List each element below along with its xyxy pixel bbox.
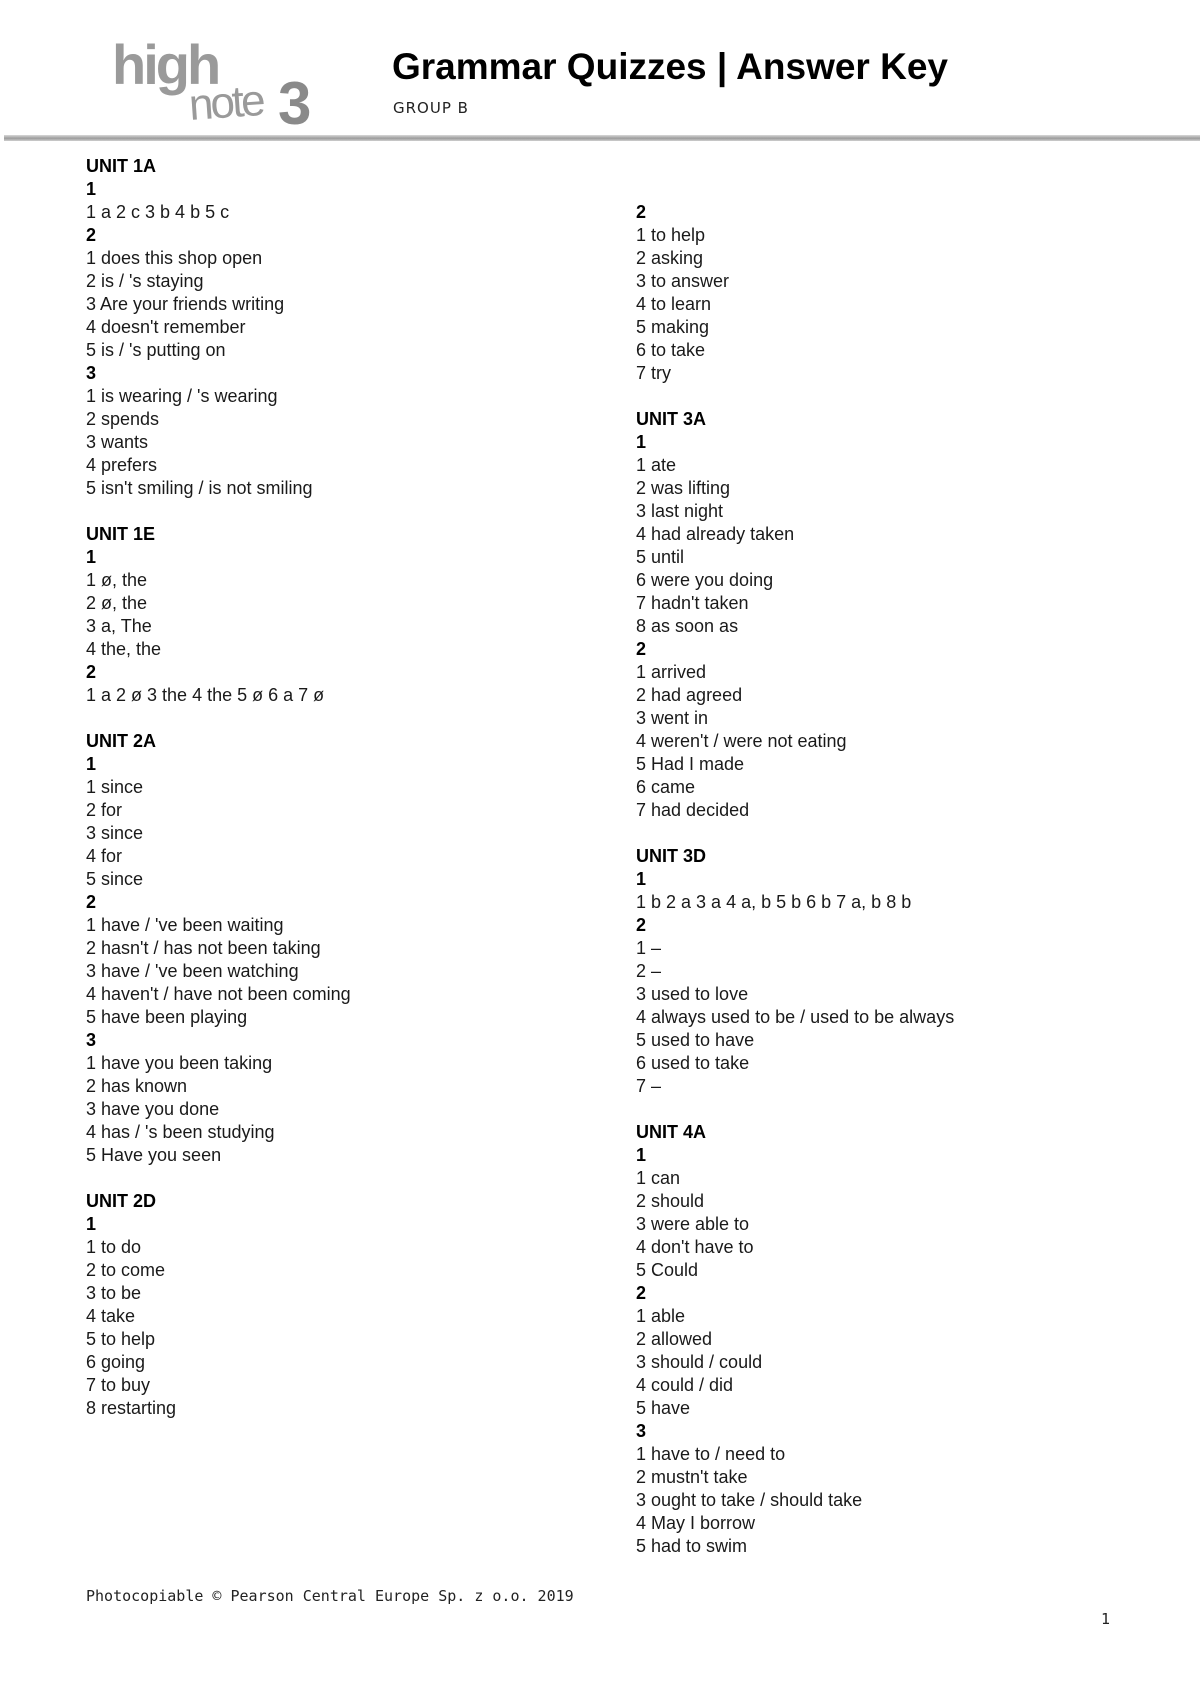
exercise-number: 1 — [86, 754, 97, 774]
unit-section — [636, 1121, 1156, 1558]
answer-line: 5 Could — [636, 1260, 699, 1280]
unit-title: UNIT 2D — [86, 1191, 157, 1211]
answer-line: 1 is wearing / 's wearing — [86, 386, 278, 406]
answer-line: 2 for — [86, 800, 123, 820]
answer-line: 3 used to love — [636, 984, 749, 1004]
answer-line: 7 hadn't taken — [636, 593, 749, 613]
answer-line: 1 have / 've been waiting — [86, 915, 284, 935]
answer-line: 4 had already taken — [636, 524, 795, 544]
answer-line: 4 May I borrow — [636, 1513, 756, 1533]
answer-line: 5 have — [636, 1398, 691, 1418]
answer-line: 6 used to take — [636, 1053, 750, 1073]
exercise-number: 2 — [636, 915, 647, 935]
answer-line: 3 went in — [636, 708, 709, 728]
answer-line: 2 mustn't take — [636, 1467, 748, 1487]
answer-line: 1 arrived — [636, 662, 707, 682]
answer-line: 2 had agreed — [636, 685, 743, 705]
svg-text:note: note — [187, 75, 265, 130]
answer-line: 5 making — [636, 317, 710, 337]
answer-line: 4 has / 's been studying — [86, 1122, 275, 1142]
unit-title: UNIT 1E — [86, 524, 156, 544]
left-column — [86, 155, 606, 1420]
answer-line: 3 were able to — [636, 1214, 750, 1234]
answer-line: 4 the, the — [86, 639, 162, 659]
answer-line: 8 restarting — [86, 1398, 177, 1418]
answer-line: 5 until — [636, 547, 685, 567]
answer-line: 4 weren't / were not eating — [636, 731, 847, 751]
answer-line: 8 as soon as — [636, 616, 739, 636]
answer-line: 3 wants — [86, 432, 149, 452]
answer-line: 5 Had I made — [636, 754, 745, 774]
page-number: 1 — [1101, 1610, 1111, 1628]
answer-line: 4 could / did — [636, 1375, 734, 1395]
answer-line: 3 have / 've been watching — [86, 961, 299, 981]
answer-line: 1 have you been taking — [86, 1053, 273, 1073]
right-column — [636, 201, 1156, 1558]
answer-line: 1 can — [636, 1168, 681, 1188]
svg-text:3: 3 — [278, 70, 312, 130]
answer-line: 7 try — [636, 363, 672, 383]
answer-line: 2 was lifting — [636, 478, 731, 498]
unit-section — [86, 730, 606, 1167]
answer-line: 1 a 2 ø 3 the 4 the 5 ø 6 a 7 ø — [86, 685, 325, 705]
exercise-number: 2 — [636, 202, 647, 222]
answer-line: 6 came — [636, 777, 696, 797]
answer-line: 4 don't have to — [636, 1237, 754, 1257]
answer-line: 2 to come — [86, 1260, 166, 1280]
unit-title: UNIT 3D — [636, 846, 707, 866]
exercise-number: 1 — [636, 432, 647, 452]
answer-line: 5 to help — [86, 1329, 156, 1349]
unit-section — [636, 845, 1156, 1098]
exercise-number: 3 — [86, 363, 97, 383]
answer-line: 3 since — [86, 823, 144, 843]
answer-line: 4 take — [86, 1306, 136, 1326]
answer-line: 1 to do — [86, 1237, 142, 1257]
exercise-number: 1 — [636, 869, 647, 889]
answer-line: 3 last night — [636, 501, 724, 521]
answer-line: 2 asking — [636, 248, 704, 268]
exercise-number: 2 — [636, 639, 647, 659]
answer-line: 4 prefers — [86, 455, 158, 475]
copyright-footer: Photocopiable © Pearson Central Europe Sp. z o.o. 2019 — [86, 1587, 574, 1605]
answer-line: 1 does this shop open — [86, 248, 263, 268]
answer-line: 3 ought to take / should take — [636, 1490, 863, 1510]
exercise-number: 1 — [86, 547, 97, 567]
answer-line: 6 were you doing — [636, 570, 774, 590]
answer-line: 1 able — [636, 1306, 686, 1326]
unit-title: UNIT 3A — [636, 409, 707, 429]
unit-title: UNIT 1A — [86, 156, 157, 176]
answer-line: 4 always used to be / used to be always — [636, 1007, 955, 1027]
answer-line: 5 isn't smiling / is not smiling — [86, 478, 313, 498]
answer-line: 2 – — [636, 961, 662, 981]
answer-line: 5 is / 's putting on — [86, 340, 226, 360]
document-title: Grammar Quizzes | Answer Key — [392, 46, 948, 87]
answer-line: 1 ø, the — [86, 570, 148, 590]
answer-line: 1 to help — [636, 225, 706, 245]
unit-section — [86, 523, 606, 707]
answer-line: 2 is / 's staying — [86, 271, 204, 291]
unit-title: UNIT 4A — [636, 1122, 707, 1142]
exercise-number: 1 — [86, 179, 97, 199]
header-divider — [4, 135, 1200, 141]
answer-line: 2 spends — [86, 409, 160, 429]
answer-line: 7 had decided — [636, 800, 750, 820]
answer-line: 3 to be — [86, 1283, 142, 1303]
unit-section — [636, 408, 1156, 822]
high-note-3-logo — [110, 34, 320, 130]
answer-line: 3 Are your friends writing — [86, 294, 285, 314]
answer-line: 4 for — [86, 846, 123, 866]
answer-line: 4 doesn't remember — [86, 317, 246, 337]
answer-line: 3 a, The — [86, 616, 152, 636]
svg-text:high: high — [112, 34, 219, 96]
exercise-number: 1 — [636, 1145, 647, 1165]
unit-section — [636, 201, 1156, 385]
answer-line: 5 have been playing — [86, 1007, 248, 1027]
answer-line: 5 used to have — [636, 1030, 755, 1050]
answer-line: 5 had to swim — [636, 1536, 748, 1556]
answer-line: 2 hasn't / has not been taking — [86, 938, 321, 958]
exercise-number: 3 — [636, 1421, 647, 1441]
exercise-number: 2 — [86, 892, 97, 912]
answer-line: 1 ate — [636, 455, 677, 475]
answer-line: 2 should — [636, 1191, 705, 1211]
exercise-number: 1 — [86, 1214, 97, 1234]
answer-line: 3 to answer — [636, 271, 730, 291]
exercise-number: 2 — [86, 662, 97, 682]
answer-line: 1 – — [636, 938, 662, 958]
answer-line: 2 has known — [86, 1076, 188, 1096]
exercise-number: 3 — [86, 1030, 97, 1050]
answer-line: 1 b 2 a 3 a 4 a, b 5 b 6 b 7 a, b 8 b — [636, 892, 912, 912]
answer-line: 1 a 2 c 3 b 4 b 5 c — [86, 202, 230, 222]
exercise-number: 2 — [636, 1283, 647, 1303]
answer-line: 7 – — [636, 1076, 662, 1096]
answer-line: 6 to take — [636, 340, 706, 360]
unit-section — [86, 155, 606, 500]
answer-line: 7 to buy — [86, 1375, 151, 1395]
answer-line: 5 Have you seen — [86, 1145, 222, 1165]
answer-line: 4 haven't / have not been coming — [86, 984, 351, 1004]
answer-line: 3 have you done — [86, 1099, 220, 1119]
answer-line: 4 to learn — [636, 294, 712, 314]
answer-line: 5 since — [86, 869, 144, 889]
answer-line: 3 should / could — [636, 1352, 763, 1372]
answer-line: 6 going — [86, 1352, 146, 1372]
group-label: GROUP B — [393, 99, 469, 117]
answer-line: 1 have to / need to — [636, 1444, 786, 1464]
answer-line: 2 allowed — [636, 1329, 713, 1349]
answer-line: 1 since — [86, 777, 144, 797]
exercise-number: 2 — [86, 225, 97, 245]
unit-section — [86, 1190, 606, 1420]
unit-title: UNIT 2A — [86, 731, 157, 751]
answer-line: 2 ø, the — [86, 593, 148, 613]
